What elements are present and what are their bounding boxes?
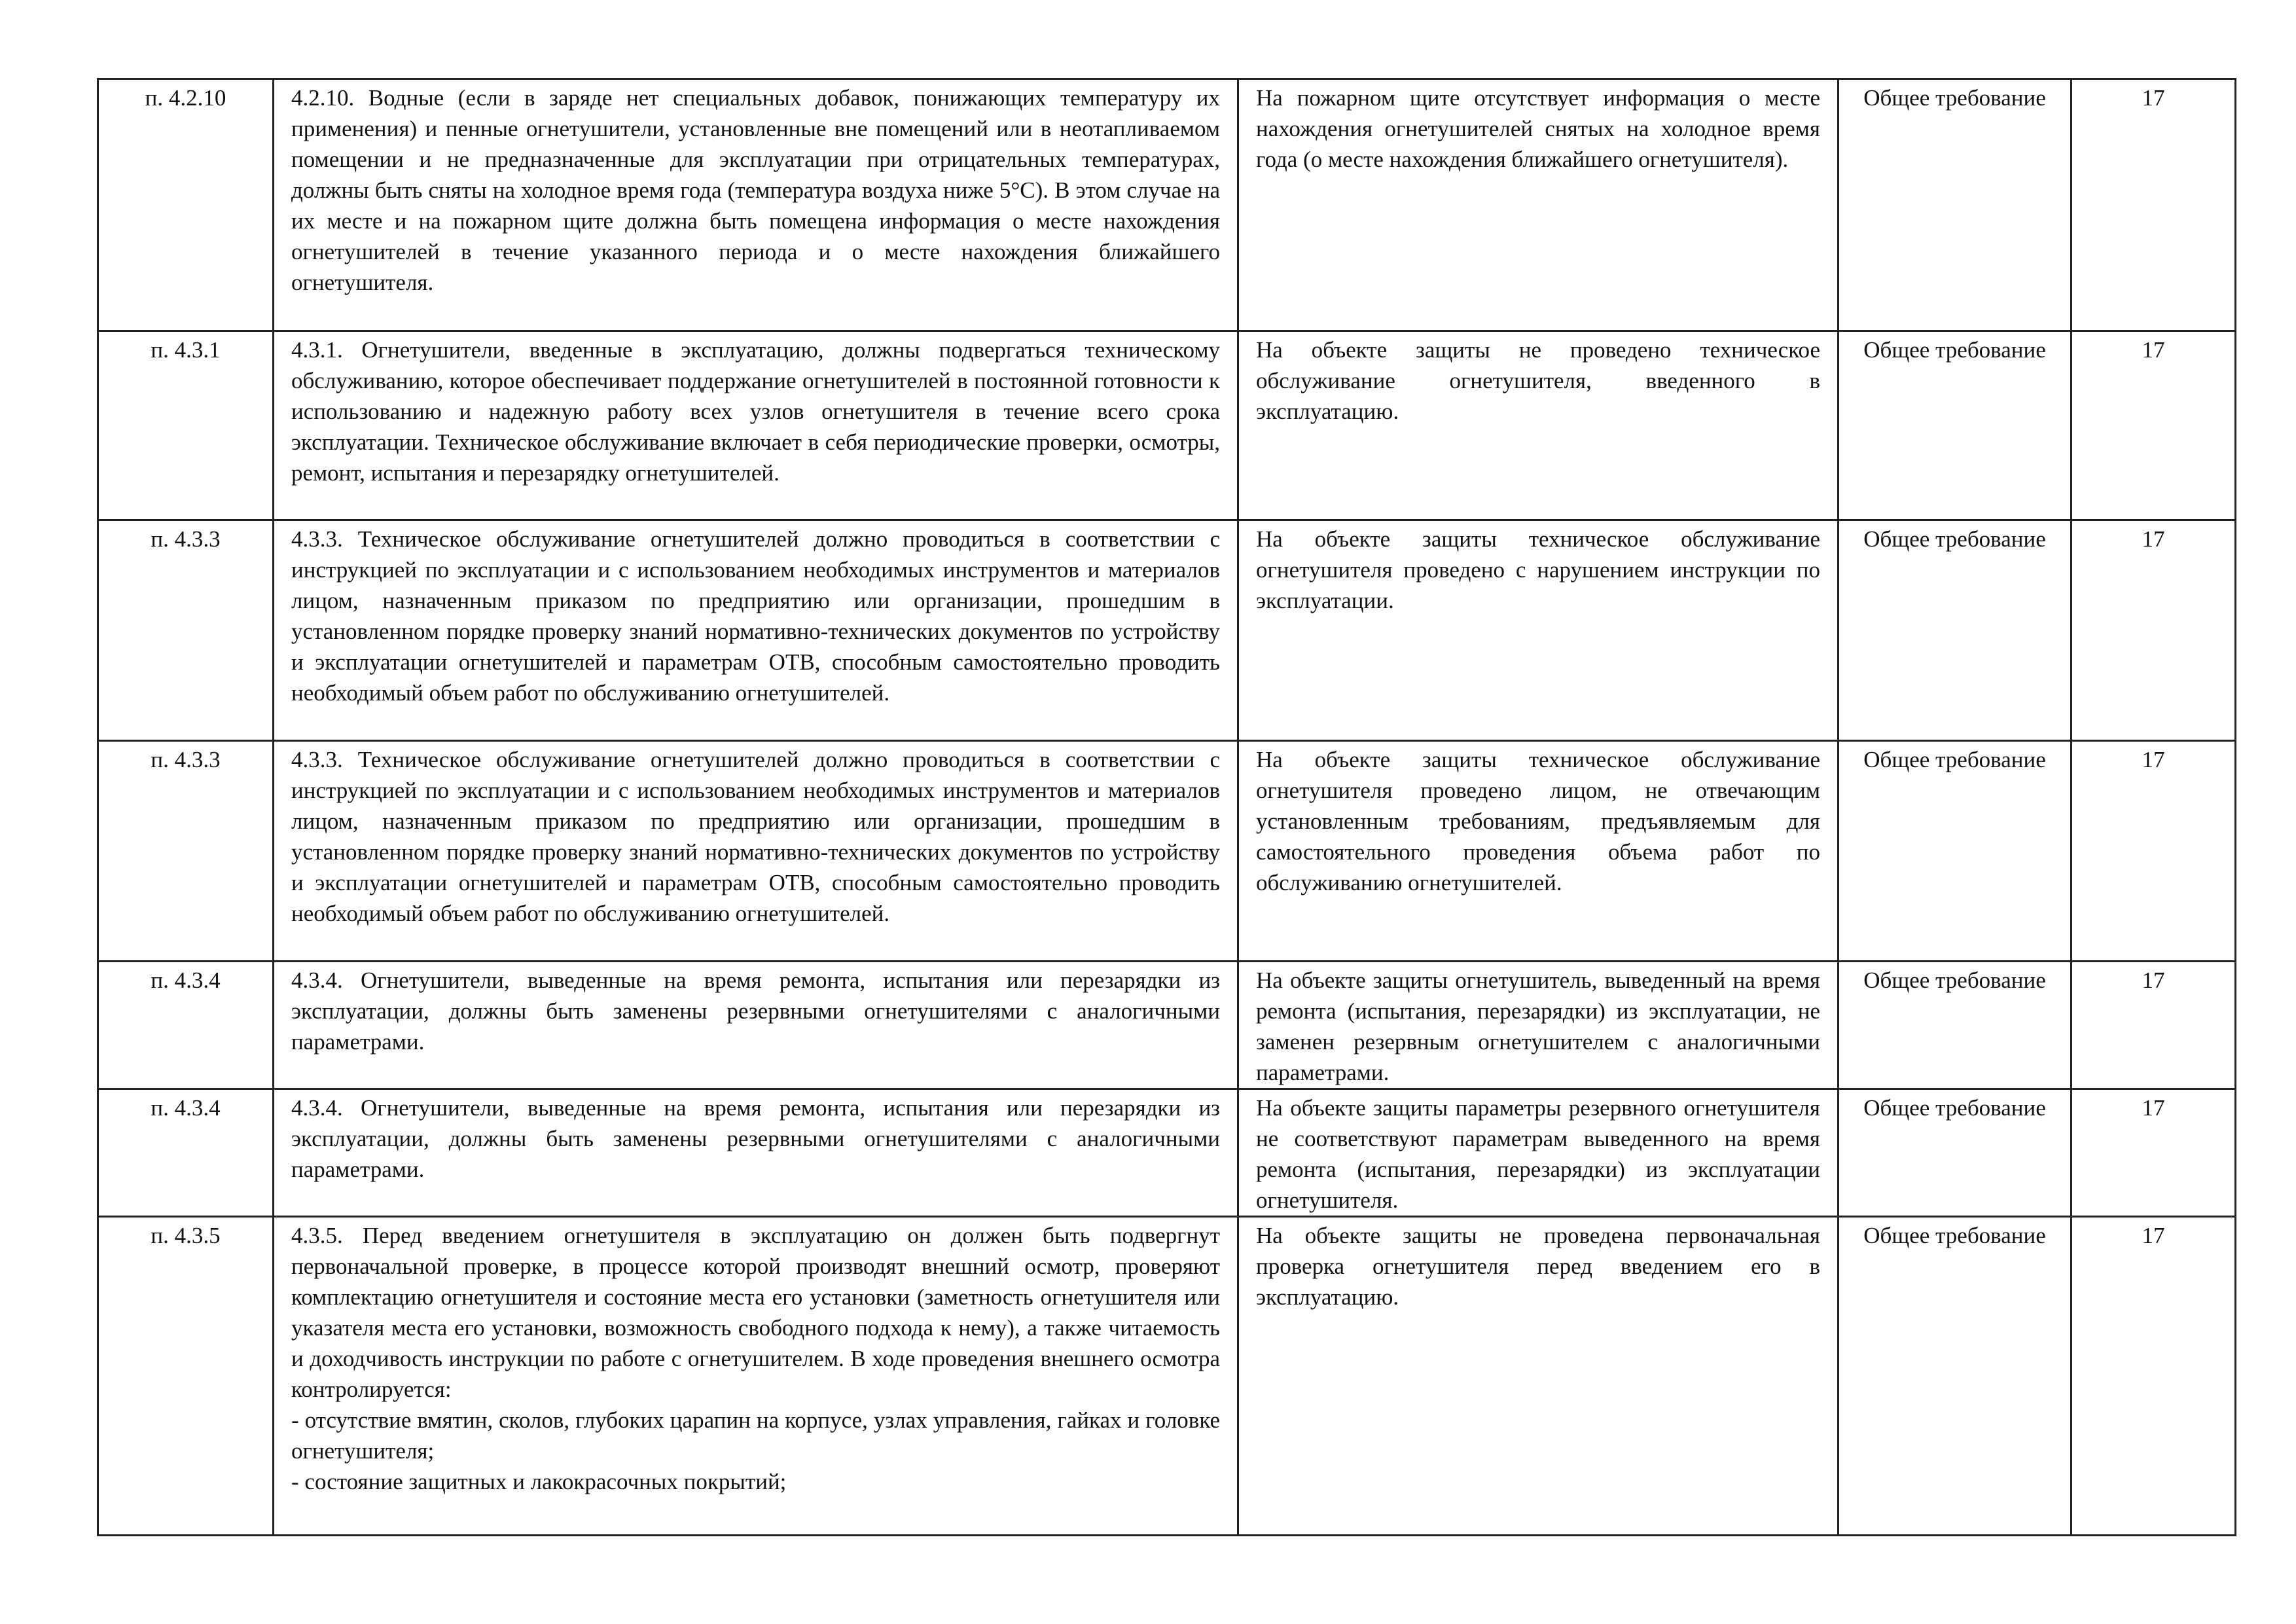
requirement-list-item: - отсутствие вмятин, сколов, глубоких царапин на корпусе, узлах управления, гайках и головке огнетушителя;	[291, 1407, 1220, 1464]
category-cell: Общее требование	[1839, 520, 2072, 741]
violation-text: На объекте защиты не проведено техническое обслуживание огнетушителя, введенного в эксплуатацию.	[1256, 337, 1820, 424]
table-row	[98, 962, 2236, 1089]
violation-text: На пожарном щите отсутствует информация о месте нахождения огнетушителей снятых на холодное время года (о месте нахождения ближайшего огнетушителя).	[1256, 85, 1820, 172]
requirement-cell	[274, 1089, 1238, 1217]
table-row	[98, 79, 2236, 331]
number-cell: 17	[2072, 741, 2236, 962]
clause-cell: п. 4.3.4	[98, 962, 274, 1089]
number-cell: 17	[2072, 1217, 2236, 1536]
requirement-text: 4.3.3. Техническое обслуживание огнетушителей должно проводиться в соответствии с инструкцией по эксплуатации и с использованием необходимых инструментов и материалов лицом, назначенным приказом по предприятию или организации, прошедшим в установленном порядке проверку знаний нормативно-технических документов по устройству и эксплуатации огнетушителей и параметрам ОТВ, способным самостоятельно проводить необходимый объем работ по обслуживанию огнетушителей.	[291, 526, 1220, 706]
number-cell: 17	[2072, 962, 2236, 1089]
table-row	[98, 1217, 2236, 1536]
requirement-text: 4.2.10. Водные (если в заряде нет специальных добавок, понижающих температуру их применения) и пенные огнетушители, установленные вне помещений или в неотапливаемом помещении и не предназначенные для эксплуатации при отрицательных температурах, должны быть сняты на холодное время года (температура воздуха ниже 5°С). В этом случае на их месте и на пожарном щите должна быть помещена информация о месте нахождения огнетушителей в течение указанного периода и о месте нахождения ближайшего огнетушителя.	[291, 85, 1220, 295]
violation-cell	[1238, 962, 1839, 1089]
requirement-cell	[274, 331, 1238, 520]
requirement-cell	[274, 520, 1238, 741]
violation-text: На объекте защиты техническое обслуживание огнетушителя проведено с нарушением инструкции по эксплуатации.	[1256, 526, 1820, 613]
number-cell: 17	[2072, 79, 2236, 331]
category-cell: Общее требование	[1839, 962, 2072, 1089]
table-row	[98, 520, 2236, 741]
violation-text: На объекте защиты не проведена первоначальная проверка огнетушителя перед введением его в эксплуатацию.	[1256, 1223, 1820, 1310]
category-cell: Общее требование	[1839, 1089, 2072, 1217]
violation-cell	[1238, 1217, 1839, 1536]
violation-cell	[1238, 520, 1839, 741]
category-cell: Общее требование	[1839, 331, 2072, 520]
violation-text: На объекте защиты огнетушитель, выведенный на время ремонта (испытания, перезарядки) из эксплуатации, не заменен резервным огнетушителем с аналогичными параметрами.	[1256, 967, 1820, 1085]
requirement-text: 4.3.5. Перед введением огнетушителя в эксплуатацию он должен быть подвергнут первоначальной проверке, в процессе которой производят внешний осмотр, проверяют комплектацию огнетушителя и состояние места его установки (заметность огнетушителя или указателя места его установки, возможность свободного подхода к нему), а также читаемость и доходчивость инструкции по работе с огнетушителем. В ходе проведения внешнего осмотра контролируется:	[291, 1223, 1220, 1402]
requirements-table	[97, 78, 2236, 1536]
number-cell: 17	[2072, 331, 2236, 520]
violation-text: На объекте защиты техническое обслуживание огнетушителя проведено лицом, не отвечающим установленным требованиям, предъявляемым для самостоятельного проведения объема работ по обслуживанию огнетушителей.	[1256, 747, 1820, 895]
category-cell: Общее требование	[1839, 741, 2072, 962]
requirement-cell	[274, 1217, 1238, 1536]
number-cell: 17	[2072, 520, 2236, 741]
violation-cell	[1238, 1089, 1839, 1217]
clause-cell: п. 4.3.3	[98, 520, 274, 741]
table-row	[98, 741, 2236, 962]
requirement-list-item: - состояние защитных и лакокрасочных покрытий;	[291, 1469, 787, 1494]
category-cell: Общее требование	[1839, 79, 2072, 331]
clause-cell: п. 4.3.4	[98, 1089, 274, 1217]
clause-cell: п. 4.3.5	[98, 1217, 274, 1536]
requirement-cell	[274, 962, 1238, 1089]
requirement-cell	[274, 79, 1238, 331]
violation-cell	[1238, 331, 1839, 520]
requirement-text: 4.3.3. Техническое обслуживание огнетушителей должно проводиться в соответствии с инструкцией по эксплуатации и с использованием необходимых инструментов и материалов лицом, назначенным приказом по предприятию или организации, прошедшим в установленном порядке проверку знаний нормативно-технических документов по устройству и эксплуатации огнетушителей и параметрам ОТВ, способным самостоятельно проводить необходимый объем работ по обслуживанию огнетушителей.	[291, 747, 1220, 926]
violation-text: На объекте защиты параметры резервного огнетушителя не соответствуют параметрам выведенного на время ремонта (испытания, перезарядки) из эксплуатации огнетушителя.	[1256, 1095, 1820, 1213]
table-row	[98, 331, 2236, 520]
requirement-cell	[274, 741, 1238, 962]
clause-cell: п. 4.3.1	[98, 331, 274, 520]
category-cell: Общее требование	[1839, 1217, 2072, 1536]
requirement-text: 4.3.1. Огнетушители, введенные в эксплуатацию, должны подвергаться техническому обслуживанию, которое обеспечивает поддержание огнетушителей в постоянной готовности к использованию и надежную работу всех узлов огнетушителя в течение всего срока эксплуатации. Техническое обслуживание включает в себя периодические проверки, осмотры, ремонт, испытания и перезарядку огнетушителей.	[291, 337, 1220, 486]
table-row	[98, 1089, 2236, 1217]
requirement-text: 4.3.4. Огнетушители, выведенные на время ремонта, испытания или перезарядки из эксплуатации, должны быть заменены резервными огнетушителями с аналогичными параметрами.	[291, 967, 1220, 1055]
clause-cell: п. 4.3.3	[98, 741, 274, 962]
violation-cell	[1238, 741, 1839, 962]
number-cell: 17	[2072, 1089, 2236, 1217]
violation-cell	[1238, 79, 1839, 331]
clause-cell: п. 4.2.10	[98, 79, 274, 331]
requirement-text: 4.3.4. Огнетушители, выведенные на время ремонта, испытания или перезарядки из эксплуатации, должны быть заменены резервными огнетушителями с аналогичными параметрами.	[291, 1095, 1220, 1182]
